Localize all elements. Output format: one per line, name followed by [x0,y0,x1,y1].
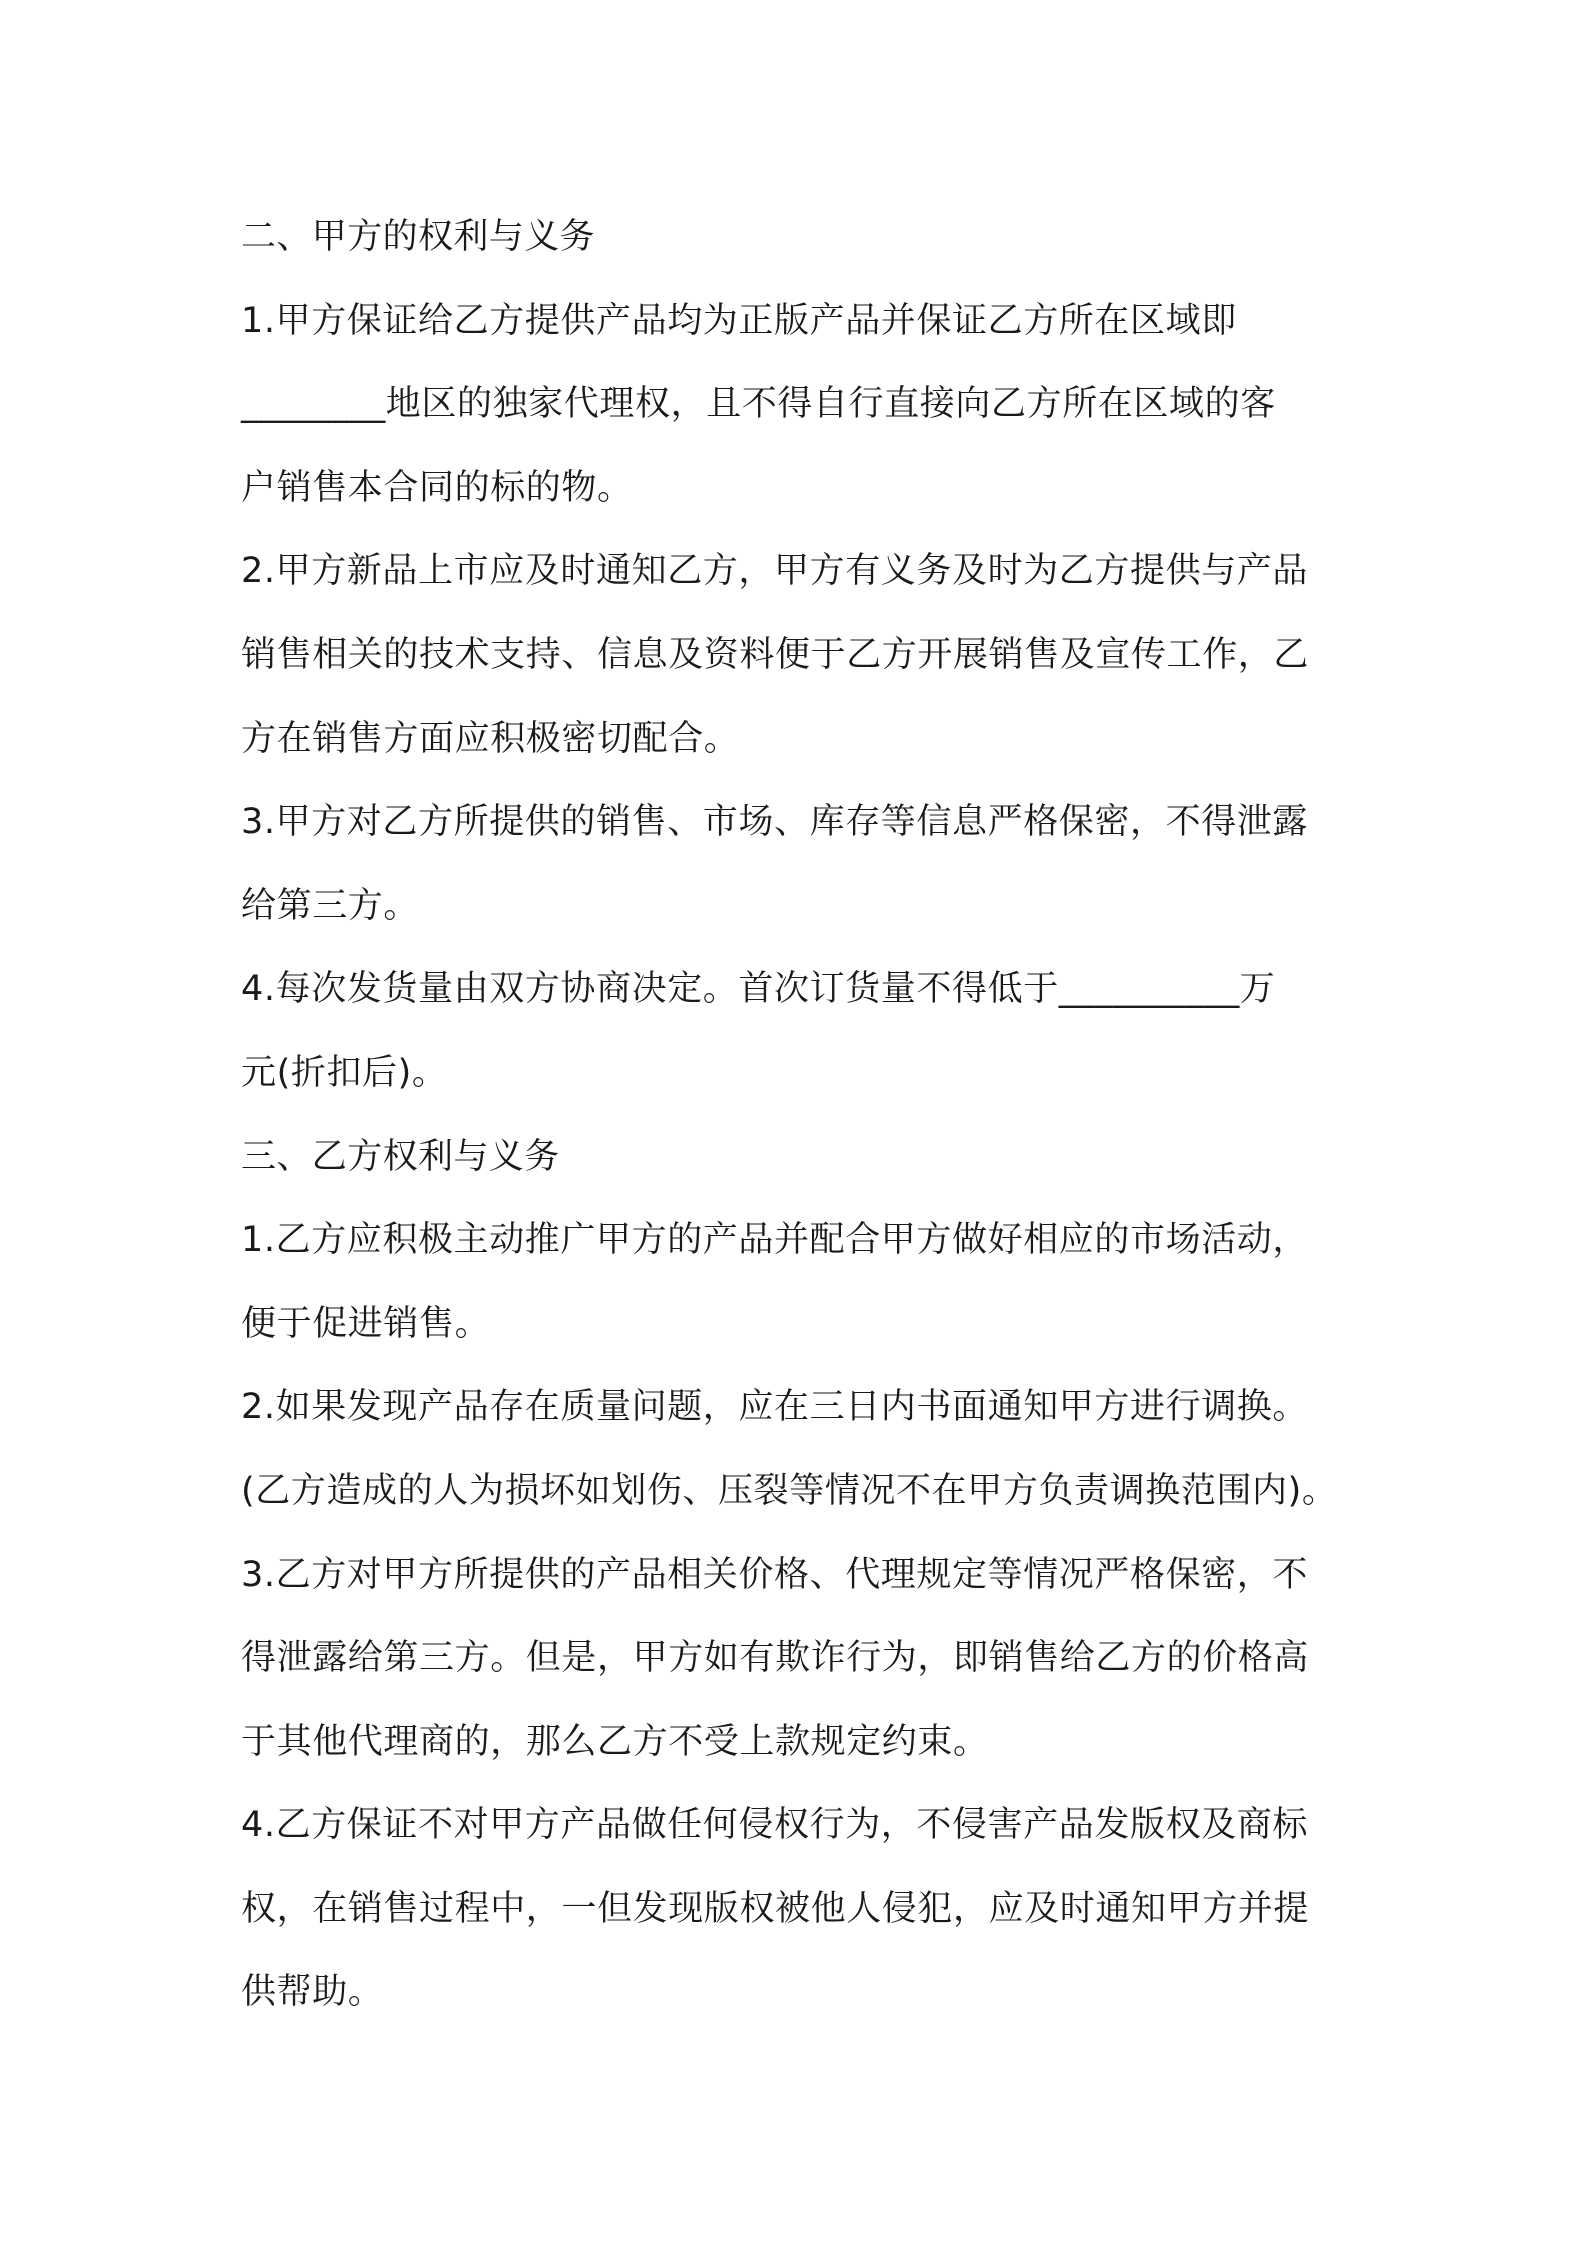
text-line: 销售相关的技术支持、信息及资料便于乙方开展销售及宣传工作，乙 [241,634,1310,675]
text-line: 3.甲方对乙方所提供的销售、市场、库存等信息严格保密，不得泄露 [241,802,1308,843]
text-line: 方在销售方面应积极密切配合。 [241,718,740,759]
section-heading-party-b: 三、乙方权利与义务 [241,1136,560,1177]
text-line: ________地区的独家代理权，且不得自行直接向乙方所在区域的客 [241,384,1276,425]
text-line: 便于促进销售。 [241,1303,491,1344]
text-line: 户销售本合同的标的物。 [241,467,633,508]
text-line: 4.每次发货量由双方协商决定。首次订货量不得低于__________万 [241,969,1276,1010]
text-line: 元(折扣后)。 [241,1052,448,1093]
text-line: 4.乙方保证不对甲方产品做任何侵权行为，不侵害产品发版权及商标 [241,1805,1308,1846]
text-line: 供帮助。 [241,1972,384,2013]
text-line: 于其他代理商的，那么乙方不受上款规定约束。 [241,1721,989,1762]
section-heading-party-a: 二、甲方的权利与义务 [241,217,596,257]
text-line: (乙方造成的人为损坏如划伤、压裂等情况不在甲方负责调换范围内)。 [241,1470,1338,1511]
text-line: 权，在销售过程中，一但发现版权被他人侵犯，应及时通知甲方并提 [241,1888,1310,1929]
text-line: 1.甲方保证给乙方提供产品均为正版产品并保证乙方所在区域即 [241,300,1237,341]
text-line: 2.甲方新品上市应及时通知乙方，甲方有义务及时为乙方提供与产品 [241,551,1308,592]
text-line: 2.如果发现产品存在质量问题，应在三日内书面通知甲方进行调换。 [241,1387,1308,1428]
text-line: 3.乙方对甲方所提供的产品相关价格、代理规定等情况严格保密，不 [241,1554,1308,1595]
text-line: 得泄露给第三方。但是，甲方如有欺诈行为，即销售给乙方的价格高 [241,1638,1310,1679]
text-line: 给第三方。 [241,885,420,926]
document-body [241,196,1361,2035]
text-line: 1.乙方应积极主动推广甲方的产品并配合甲方做好相应的市场活动， [241,1220,1308,1261]
